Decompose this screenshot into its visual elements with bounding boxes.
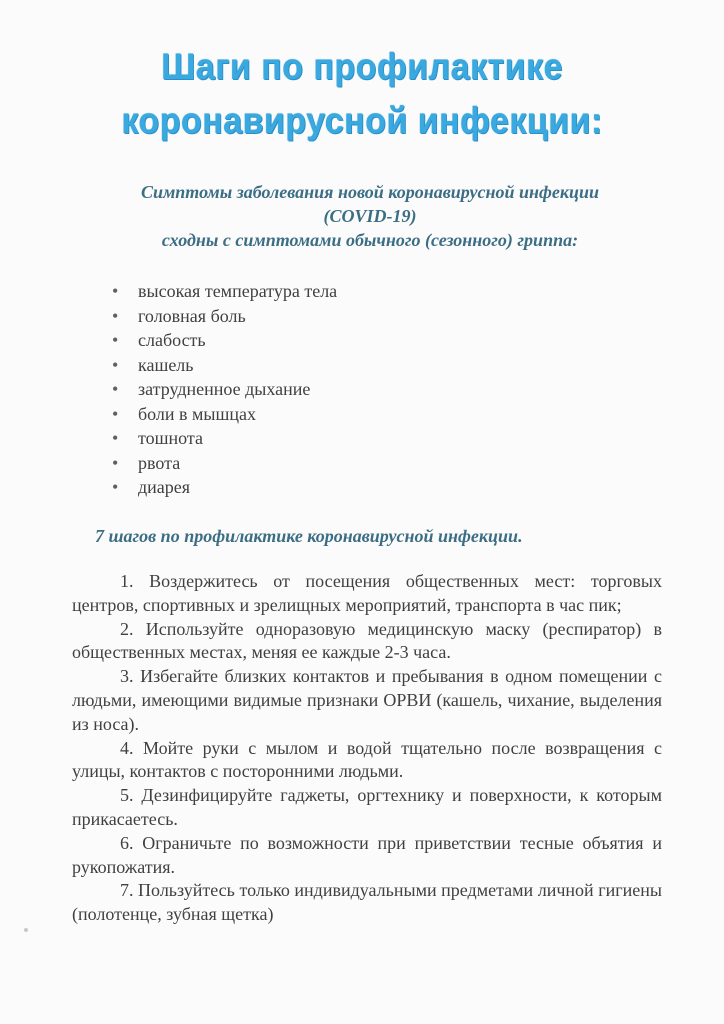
list-item [112, 402, 337, 427]
bullet-icon: • [112, 403, 119, 424]
symptom-text: тошнота [138, 428, 203, 448]
step-paragraph: 2. Используйте одноразовую медицинскую маску (респиратор) в общественных местах, меняя ее каждые 2-3 часа. [72, 618, 662, 663]
step-paragraph: 4. Мойте руки с мылом и водой тщательно после возвращения с улицы, контактов с посторонними людьми. [72, 737, 662, 782]
bullet-icon: • [112, 330, 119, 350]
symptoms-intro-line-2: (COVID-19) [323, 206, 417, 226]
symptom-text: боли в мышцах [138, 403, 257, 424]
list-item [112, 279, 337, 304]
list-item [112, 451, 337, 476]
step-paragraph: 1. Воздержитесь от посещения общественных мест: торговых центров, спортивных и зрелищных мероприятий, транспорта в час пик; [72, 571, 662, 615]
symptoms-intro-line-1: Симптомы заболевания новой коронавирусной инфекции [140, 182, 600, 202]
page-title-line-1: Шаги по профилактике [161, 46, 563, 87]
symptom-text: затрудненное дыхание [138, 379, 311, 399]
bullet-icon: • [112, 354, 119, 375]
symptom-text: диарея [138, 477, 191, 497]
page-title [29, 40, 695, 148]
bullet-icon: • [112, 477, 119, 497]
symptoms-intro-line-3: сходны с симптомами обычного (сезонного) гриппа: [161, 230, 579, 250]
symptom-text: слабость [138, 330, 206, 350]
bullet-icon: • [112, 305, 119, 326]
bullet-icon: • [112, 452, 119, 473]
step-paragraph: 3. Избегайте близких контактов и пребывания в одном помещении с людьми, имеющими видимые признаки ОРВИ (кашель, чихание, выделения из носа). [72, 666, 662, 734]
bullet-icon: • [112, 379, 119, 399]
list-item [112, 475, 337, 500]
step-paragraph: 6. Ограничьте по возможности при приветствии тесные объятия и рукопожатия. [72, 832, 662, 877]
symptom-text: кашель [138, 354, 194, 375]
steps-heading: 7 шагов по профилактике коронавирусной инфекции. [95, 526, 523, 546]
list-item [112, 377, 337, 402]
symptoms-list [112, 279, 337, 500]
bullet-icon: • [112, 281, 119, 301]
symptom-text: рвота [138, 452, 181, 473]
list-item [112, 426, 337, 451]
symptoms-intro [40, 180, 700, 252]
steps-list [72, 570, 662, 927]
list-item [112, 328, 337, 353]
step-paragraph: 5. Дезинфицируйте гаджеты, оргтехнику и поверхности, к которым прикасаетесь. [72, 785, 662, 829]
symptom-text: головная боль [138, 305, 246, 326]
symptom-text: высокая температура тела [138, 281, 338, 301]
scan-speck [24, 928, 28, 932]
bullet-icon: • [112, 428, 119, 448]
list-item [112, 304, 337, 329]
step-paragraph: 7. Пользуйтесь только индивидуальными предметами личной гигиены (полотенце, зубная щетка) [72, 880, 662, 925]
list-item [112, 353, 337, 378]
page-title-line-2: коронавирусной инфекции: [121, 100, 603, 141]
